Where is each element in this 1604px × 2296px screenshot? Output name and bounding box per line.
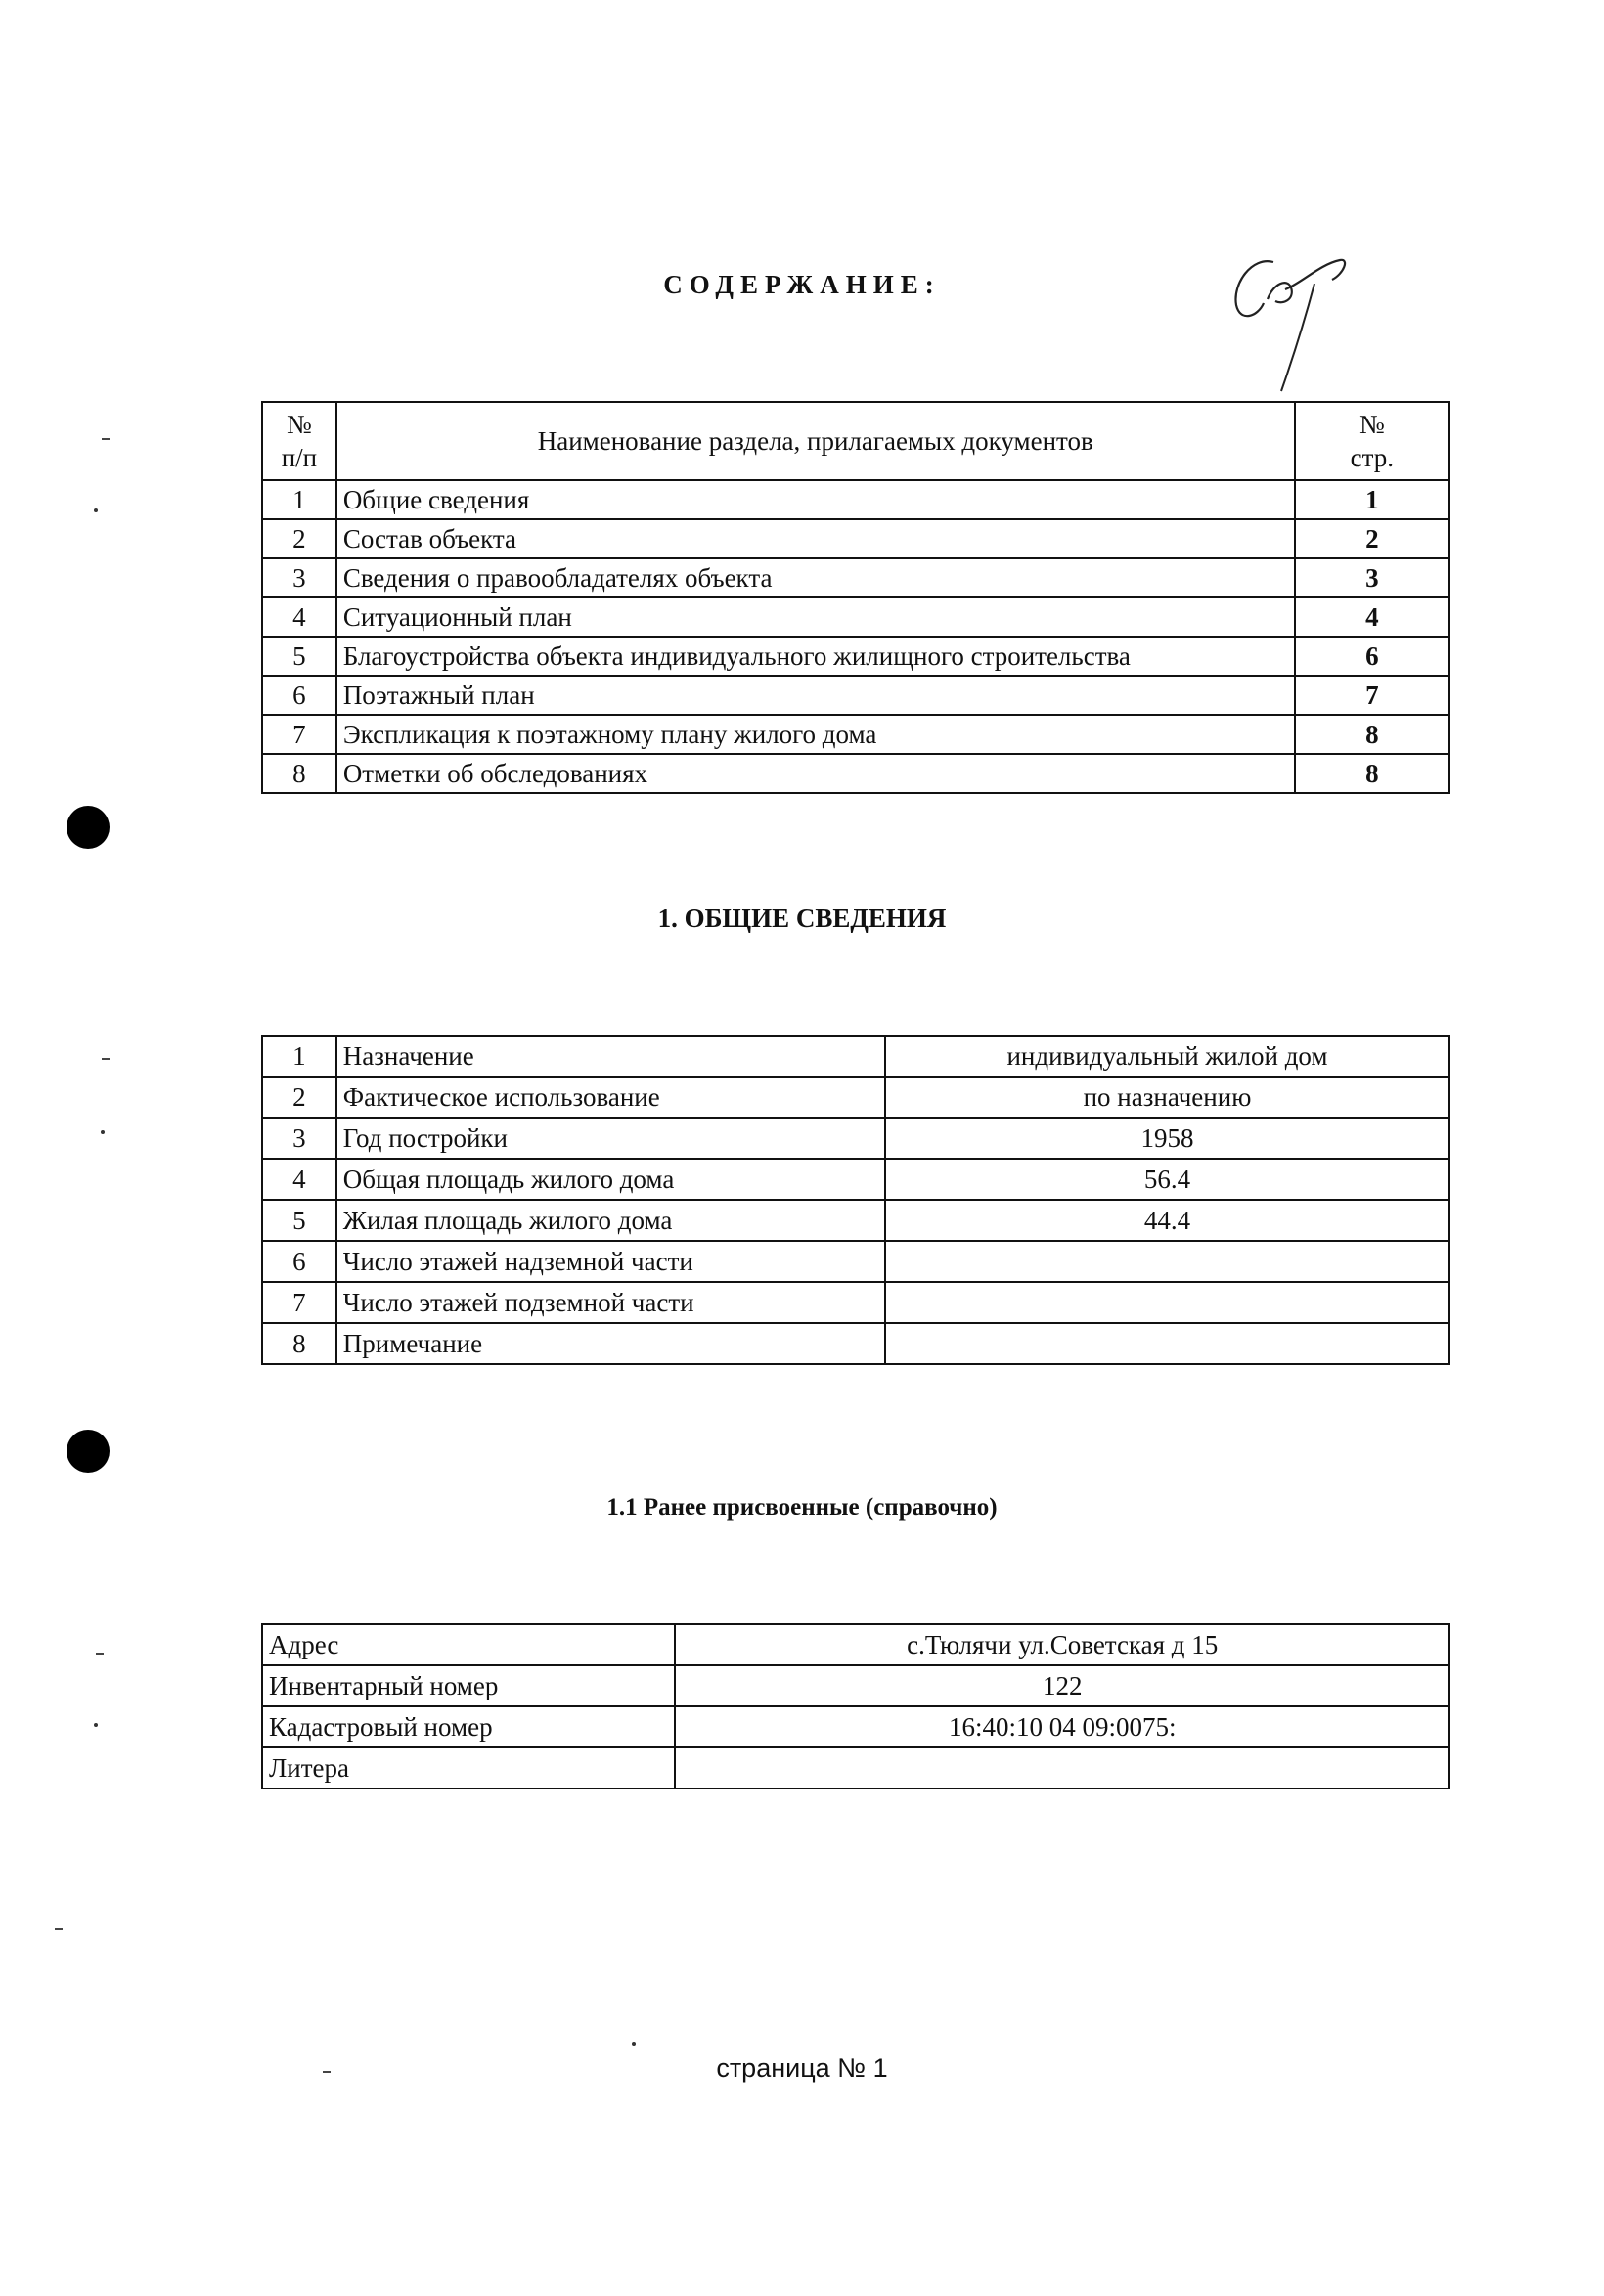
toc-row: 4 Ситуационный план 4	[262, 597, 1449, 637]
toc-row: 2 Состав объекта 2	[262, 519, 1449, 558]
general-row: 1 Назначение индивидуальный жилой дом	[262, 1036, 1449, 1077]
handwritten-signature	[1213, 244, 1369, 401]
toc-row: 5 Благоустройства объекта индивидуального жилищного строительства 6	[262, 637, 1449, 676]
scan-speck	[55, 1928, 63, 1930]
toc-row: 7 Экспликация к поэтажному плану жилого дома 8	[262, 715, 1449, 754]
previous-section-title: 1.1 Ранее присвоенные (справочно)	[606, 1494, 998, 1521]
toc-table	[261, 401, 1450, 794]
page-number: страница № 1	[716, 2053, 888, 2083]
scan-speck	[94, 1723, 98, 1727]
binder-hole-top	[67, 806, 110, 849]
scan-speck	[632, 2042, 636, 2046]
general-section-title: 1. ОБЩИЕ СВЕДЕНИЯ	[657, 904, 947, 933]
toc-header-row	[262, 402, 1449, 480]
general-row: 6 Число этажей надземной части	[262, 1241, 1449, 1282]
previous-row: Литера	[262, 1747, 1449, 1788]
toc-row: 3 Сведения о правообладателях объекта 3	[262, 558, 1449, 597]
scan-speck	[96, 1653, 104, 1655]
previous-row: Инвентарный номер 122	[262, 1665, 1449, 1706]
scan-speck	[102, 438, 110, 440]
toc-header-name: Наименование раздела, прилагаемых документов	[336, 402, 1295, 480]
scan-speck	[102, 1058, 110, 1060]
toc-row: 8 Отметки об обследованиях 8	[262, 754, 1449, 793]
toc-header-num: № п/п	[262, 402, 336, 480]
general-row: 2 Фактическое использование по назначению	[262, 1077, 1449, 1118]
binder-hole-bottom	[67, 1430, 110, 1473]
previous-row: Адрес с.Тюлячи ул.Советская д 15	[262, 1624, 1449, 1665]
scan-speck	[101, 1130, 105, 1134]
general-row: 8 Примечание	[262, 1323, 1449, 1364]
toc-header-page: № стр.	[1295, 402, 1449, 480]
toc-row: 6 Поэтажный план 7	[262, 676, 1449, 715]
general-row: 5 Жилая площадь жилого дома 44.4	[262, 1200, 1449, 1241]
toc-row: 1 Общие сведения 1	[262, 480, 1449, 519]
general-info-table	[261, 1035, 1450, 1365]
general-row: 4 Общая площадь жилого дома 56.4	[262, 1159, 1449, 1200]
previous-row: Кадастровый номер 16:40:10 04 09:0075:	[262, 1706, 1449, 1747]
general-row: 7 Число этажей подземной части	[262, 1282, 1449, 1323]
general-row: 3 Год постройки 1958	[262, 1118, 1449, 1159]
toc-title: СОДЕРЖАНИЕ:	[663, 270, 941, 299]
previous-identifiers-table	[261, 1623, 1450, 1789]
scan-speck	[94, 508, 98, 512]
